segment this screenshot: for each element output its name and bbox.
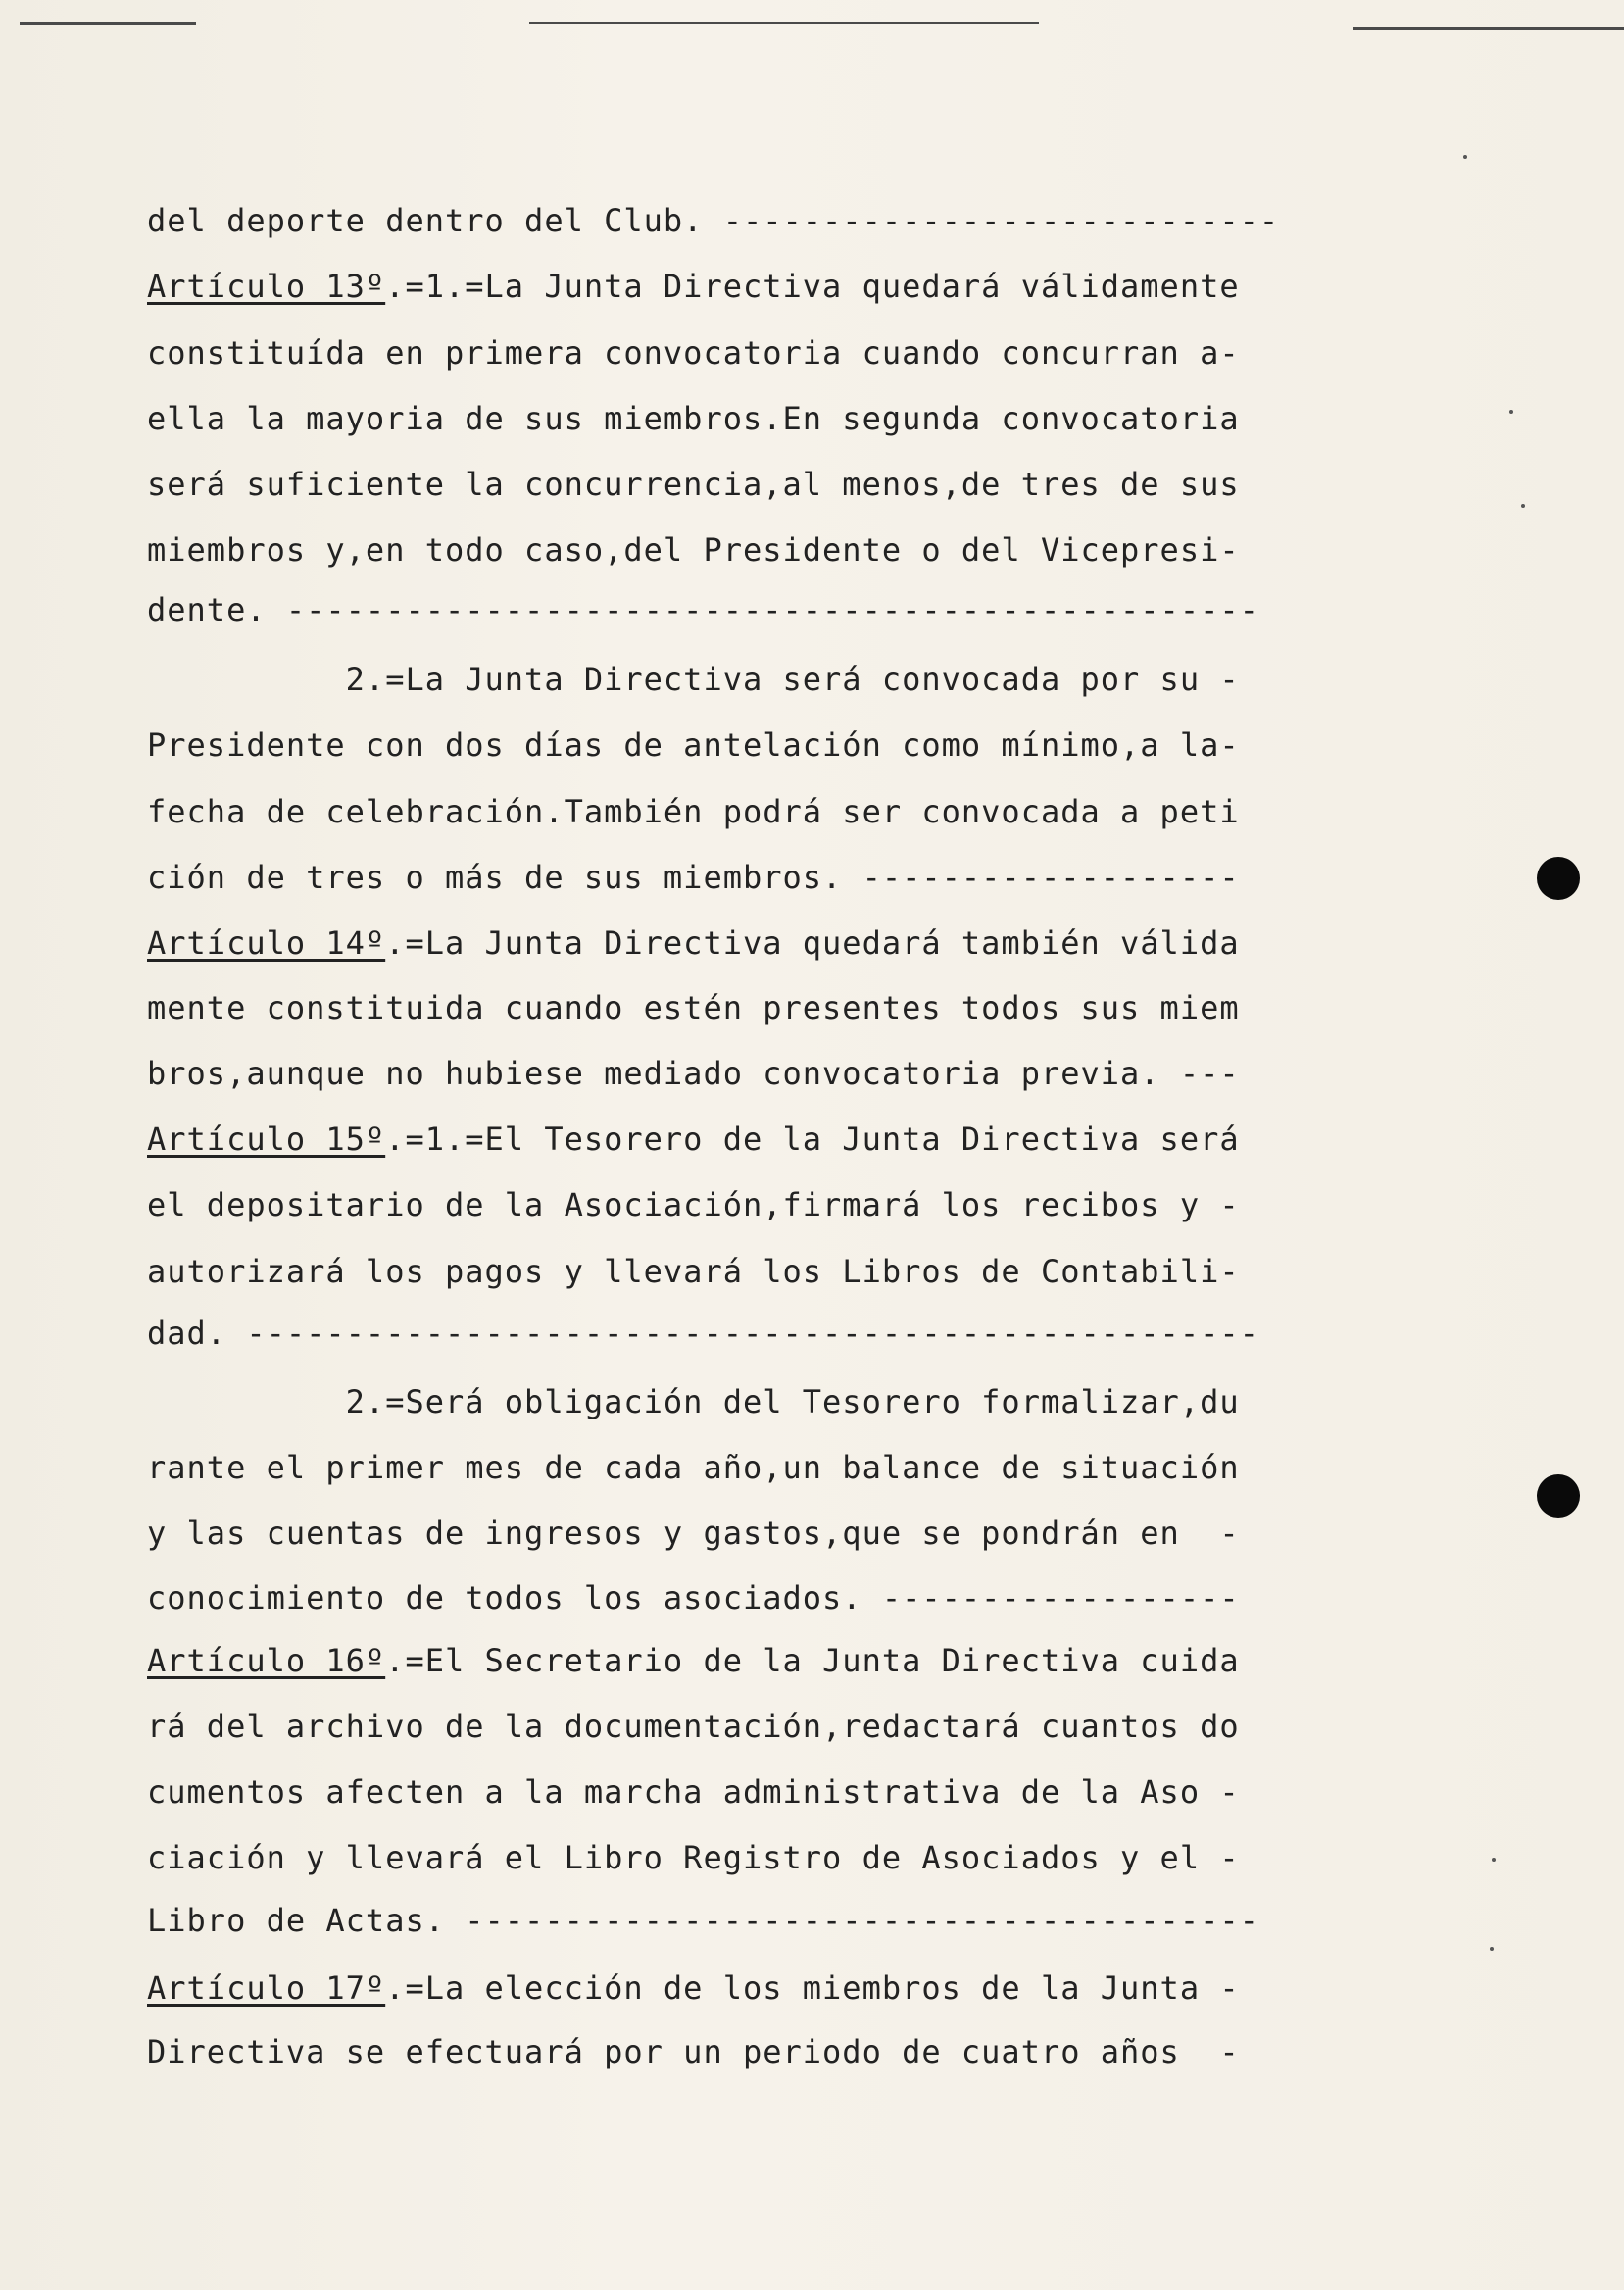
text-line: Artículo 16º.=El Secretario de la Junta Directiva cuida <box>147 1642 1240 1679</box>
text-line: constituída en primera convocatoria cuando concurran a- <box>147 334 1240 372</box>
text-line: 2.=Será obligación del Tesorero formalizar,du <box>147 1383 1240 1420</box>
text-line: mente constituida cuando estén presentes todos sus miem <box>147 989 1240 1026</box>
text-line: dente. ------------------------------------------------- <box>147 591 1259 628</box>
text-line: cumentos afecten a la marcha administrativa de la Aso - <box>147 1773 1240 1811</box>
text-line: autorizará los pagos y llevará los Libros de Contabili- <box>147 1253 1240 1290</box>
text-line: bros,aunque no hubiese mediado convocatoria previa. --- <box>147 1055 1240 1092</box>
article-heading: Artículo 16º <box>147 1642 386 1679</box>
top-edge-rule <box>529 22 1039 24</box>
punch-hole <box>1537 1474 1580 1518</box>
text-line: Artículo 14º.=La Junta Directiva quedará también válida <box>147 924 1240 962</box>
text-line: el depositario de la Asociación,firmará los recibos y - <box>147 1186 1240 1223</box>
text-line: ella la mayoria de sus miembros.En segunda convocatoria <box>147 400 1240 437</box>
text-line: del deporte dentro del Club. ---------------------------- <box>147 202 1280 239</box>
punch-hole <box>1537 857 1580 900</box>
top-edge-rule <box>1353 27 1624 30</box>
paper-speck <box>1490 1947 1494 1951</box>
text-line: dad. --------------------------------------------------- <box>147 1315 1259 1352</box>
article-heading: Artículo 14º <box>147 924 386 962</box>
text-line: Artículo 15º.=1.=El Tesorero de la Junta Directiva será <box>147 1120 1240 1158</box>
text-line: 2.=La Junta Directiva será convocada por su - <box>147 661 1240 698</box>
paper-speck <box>1509 410 1513 414</box>
text-line: conocimiento de todos los asociados. ------------------ <box>147 1579 1240 1617</box>
paper-speck <box>1463 155 1467 159</box>
paper-speck <box>1521 504 1525 508</box>
text-line: miembros y,en todo caso,del Presidente o del Vicepresi- <box>147 531 1240 569</box>
article-heading: Artículo 15º <box>147 1120 386 1158</box>
text-line: rá del archivo de la documentación,redactará cuantos do <box>147 1708 1240 1745</box>
text-line: ción de tres o más de sus miembros. ------------------- <box>147 859 1240 896</box>
text-line: Artículo 13º.=1.=La Junta Directiva quedará válidamente <box>147 268 1240 305</box>
text-line: Presidente con dos días de antelación como mínimo,a la- <box>147 726 1240 764</box>
text-line: y las cuentas de ingresos y gastos,que se pondrán en - <box>147 1515 1240 1552</box>
article-heading: Artículo 13º <box>147 268 386 305</box>
article-heading: Artículo 17º <box>147 1969 386 2007</box>
text-line: Artículo 17º.=La elección de los miembros de la Junta - <box>147 1969 1240 2007</box>
text-line: fecha de celebración.También podrá ser convocada a peti <box>147 793 1240 830</box>
top-edge-rule <box>20 22 196 25</box>
text-line: será suficiente la concurrencia,al menos,de tres de sus <box>147 466 1240 503</box>
paper-speck <box>1492 1858 1496 1862</box>
text-line: Directiva se efectuará por un periodo de cuatro años - <box>147 2033 1240 2070</box>
text-line: ciación y llevará el Libro Registro de Asociados y el - <box>147 1839 1240 1876</box>
text-line: Libro de Actas. ---------------------------------------- <box>147 1902 1259 1939</box>
text-line: rante el primer mes de cada año,un balance de situación <box>147 1449 1240 1486</box>
